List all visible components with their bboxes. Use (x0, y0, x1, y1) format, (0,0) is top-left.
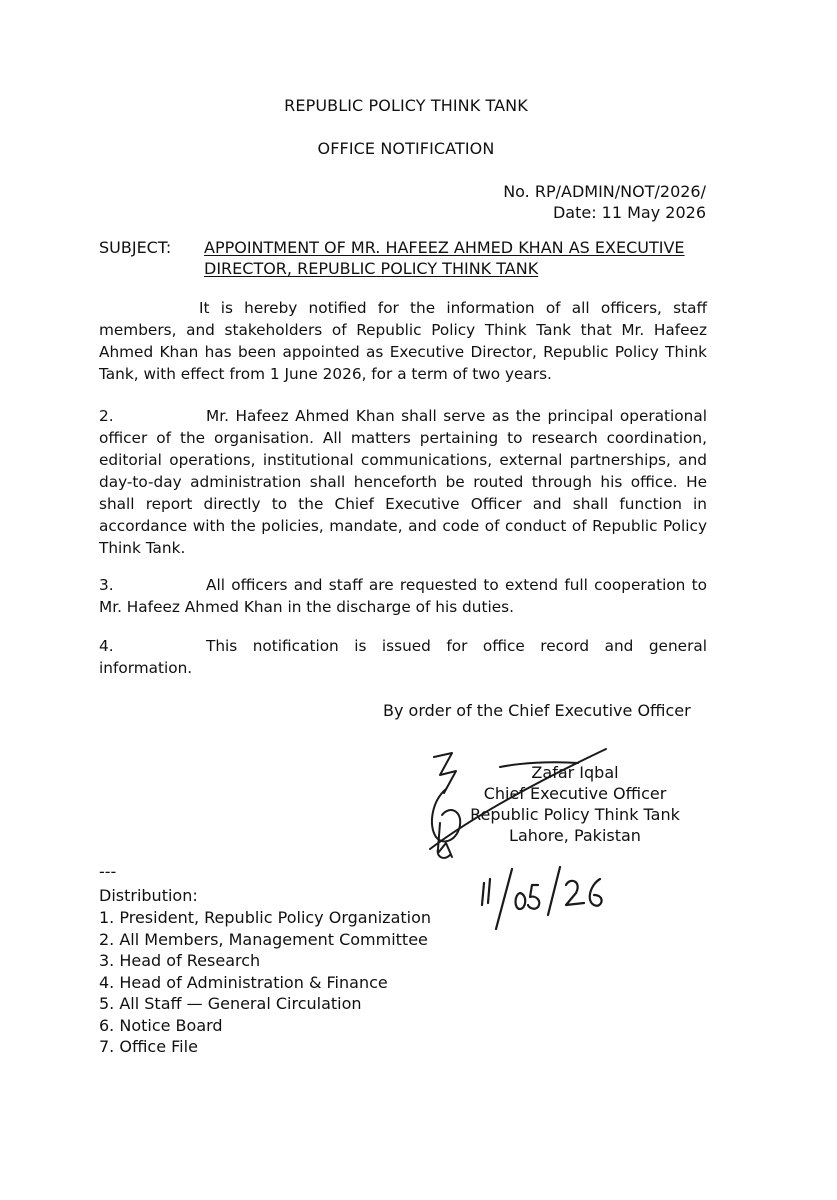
signatory-title: Chief Executive Officer (483, 784, 667, 803)
reference-block (503, 181, 706, 223)
reference-number: No. RP/ADMIN/NOT/2026/ (503, 182, 706, 201)
paragraph-3 (99, 574, 707, 618)
signatory-organization: Republic Policy Think Tank (470, 805, 680, 824)
paragraph-4 (99, 635, 707, 679)
distribution-item: 6. Notice Board (99, 1015, 223, 1035)
distribution-title: Distribution: (99, 886, 198, 905)
signatory-location: Lahore, Pakistan (509, 826, 641, 845)
subject-text: APPOINTMENT OF MR. HAFEEZ AHMED KHAN AS EXECUTIVE DIRECTOR, REPUBLIC POLICY THINK TANK (204, 238, 685, 278)
distribution-separator: --- (99, 862, 117, 881)
paragraph-4-number: 4. (99, 637, 114, 655)
reference-date: Date: 11 May 2026 (552, 203, 706, 222)
signatory-name: Zafar Iqbal (531, 763, 619, 782)
handwritten-signature (410, 745, 630, 945)
paragraph-1 (99, 297, 707, 385)
paragraph-2 (99, 405, 707, 559)
paragraph-4-text: This notification is issued for office record and general information. (99, 637, 707, 677)
organization-heading: REPUBLIC POLICY THINK TANK (284, 96, 528, 115)
distribution-item: 7. Office File (99, 1037, 198, 1056)
handwritten-date-glyphs (482, 867, 602, 929)
paragraph-2-text: Mr. Hafeez Ahmed Khan shall serve as the principal operational officer of the organisation. All matters pertaining to research coordination, editorial operations, institutional communications, external partnerships, and day-to-day administration shall henceforth be routed through his office. He shall report directly to the Chief Executive Officer and shall function in accordance with the policies, mandate, and code of conduct of Republic Policy Think Tank. (99, 407, 707, 557)
paragraph-3-text: All officers and staff are requested to extend full cooperation to Mr. Hafeez Ahmed Khan in the discharge of his duties. (99, 576, 707, 616)
paragraph-2-number: 2. (99, 407, 114, 425)
distribution-item: 5. All Staff — General Circulation (99, 994, 362, 1013)
distribution-item: 1. President, Republic Policy Organization (99, 908, 432, 927)
paragraph-3-number: 3. (99, 576, 114, 594)
distribution-item: 4. Head of Administration & Finance (99, 972, 388, 992)
paragraph-1-text: It is hereby notified for the information of all officers, staff members, and stakeholders of Republic Policy Think Tank that Mr. Hafeez Ahmed Khan has been appointed as Executive Director, Republic Policy Think Tank, with effect from 1 June 2026, for a term of two years. (99, 299, 707, 383)
by-order-line: By order of the Chief Executive Officer (383, 701, 691, 720)
document-type-heading: OFFICE NOTIFICATION (317, 139, 495, 158)
distribution-list (99, 907, 431, 1058)
subject-label: SUBJECT: (99, 238, 172, 257)
distribution-item: 3. Head of Research (99, 951, 261, 970)
distribution-item: 2. All Members, Management Committee (99, 929, 428, 949)
